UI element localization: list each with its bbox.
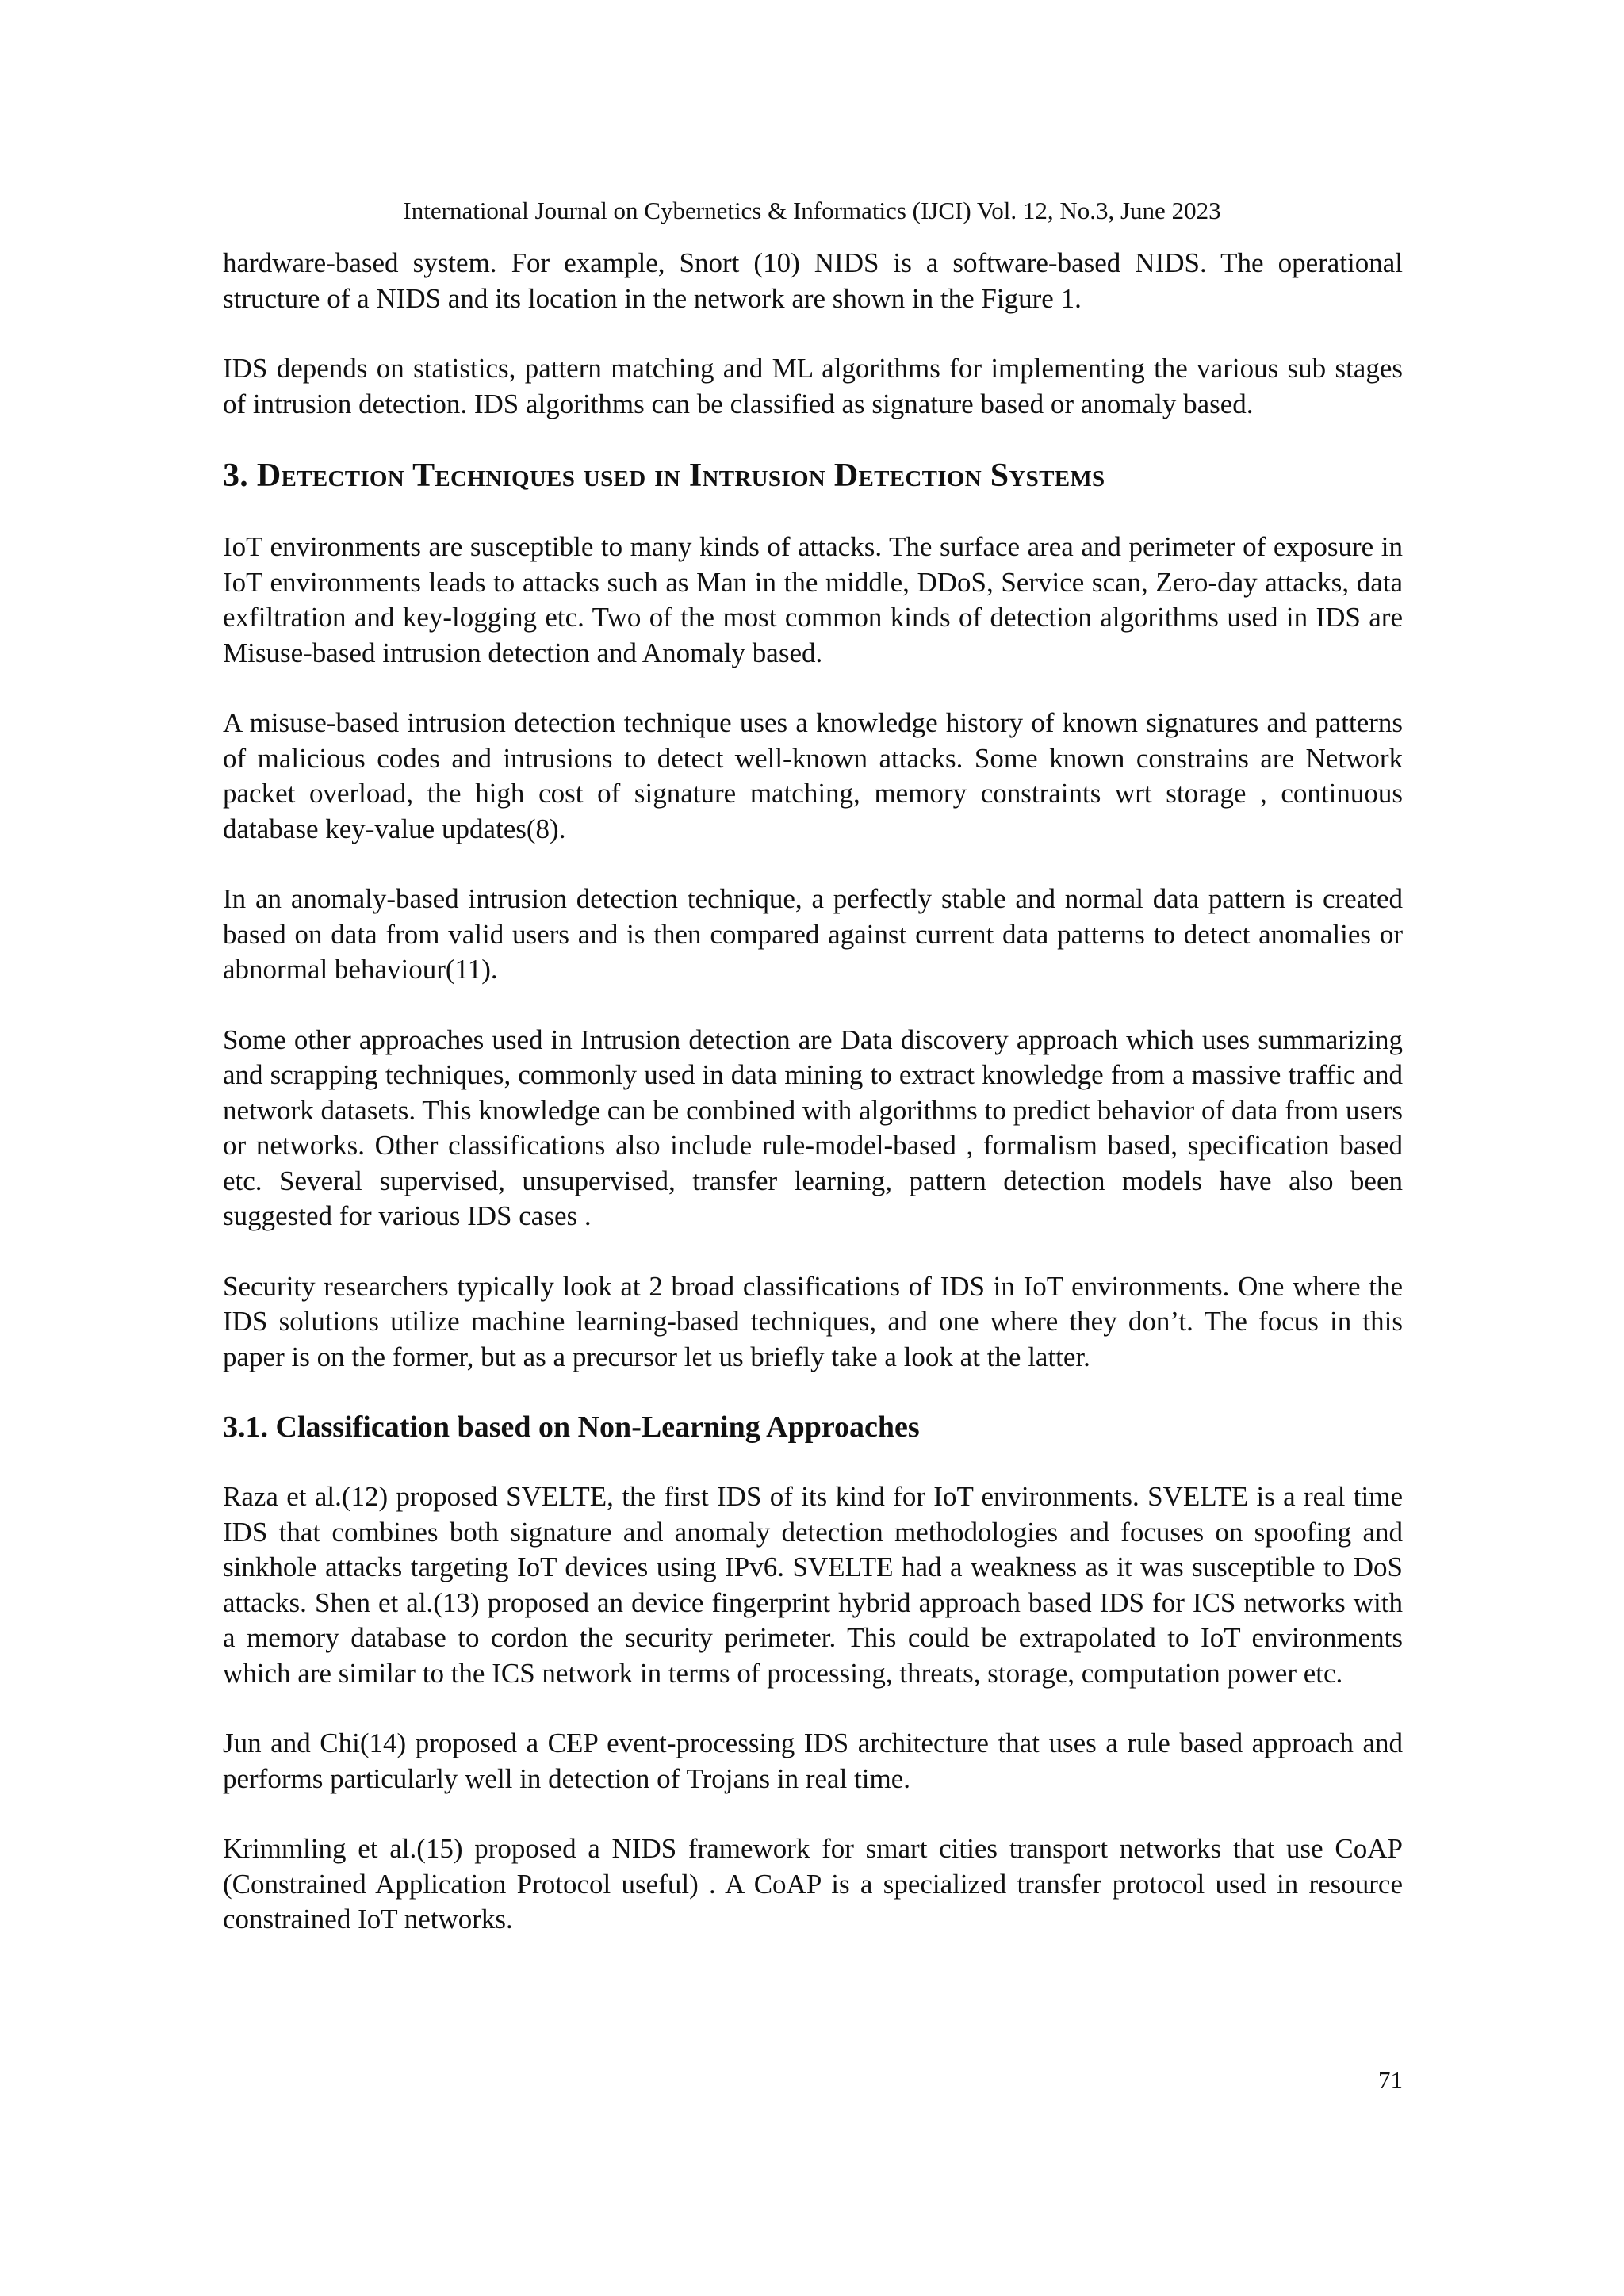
paragraph-misuse-based: A misuse-based intrusion detection technique uses a knowledge history of known signatures and patterns of malicious codes and intrusions to detect well-known attacks. Some known constrains are Network packet overload, the high cost of signature matching, memory constraints wrt storage , continuous database key-value updates(8). bbox=[223, 707, 1403, 844]
paragraph-security-researchers: Security researchers typically look at 2 broad classifications of IDS in IoT environments. One where the IDS solutions utilize machine learning-based techniques, and one where they don’t. The focus in this paper is on the former, but as a precursor let us briefly take a look at the latter. bbox=[223, 1270, 1403, 1372]
paragraph-anomaly-based: In an anomaly-based intrusion detection technique, a perfectly stable and normal data pattern is created based on data from valid users and is then compared against current data patterns to detect anomalies or abnormal behaviour(11). bbox=[223, 883, 1403, 985]
section-3-heading: 3. Detection Techniques used in Intrusion Detection Systems bbox=[223, 457, 1105, 494]
page-number: 71 bbox=[1378, 2066, 1403, 2094]
paragraph-hardware-based: hardware-based system. For example, Snort (10) NIDS is a software-based NIDS. The operational structure of a NIDS and its location in the network are shown in the Figure 1. bbox=[223, 247, 1403, 314]
paragraph-iot-environments: IoT environments are susceptible to many kinds of attacks. The surface area and perimeter of exposure in IoT environments leads to attacks such as Man in the middle, DDoS, Service scan, Zero-day attacks, data exfiltration and key-logging etc. Two of the most common kinds of detection algorithms used in IDS are Misuse-based intrusion detection and Anomaly based. bbox=[223, 531, 1403, 668]
running-header: International Journal on Cybernetics & Informatics (IJCI) Vol. 12, No.3, June 2023 bbox=[403, 197, 1221, 224]
body-text bbox=[223, 246, 1403, 1938]
paragraph-other-approaches: Some other approaches used in Intrusion detection are Data discovery approach which uses summarizing and scrapping techniques, commonly used in data mining to extract knowledge from a massive traffic and network datasets. This knowledge can be combined with algorithms to predict behavior of data from users or networks. Other classifications also include rule-model-based , formalism based, specification based etc. Several supervised, unsupervised, transfer learning, pattern detection models have also been suggested for various IDS cases . bbox=[223, 1024, 1403, 1231]
section-3-1-heading: 3.1. Classification based on Non-Learning Approaches bbox=[223, 1410, 920, 1444]
paragraph-ids-depends: IDS depends on statistics, pattern matching and ML algorithms for implementing the various sub stages of intrusion detection. IDS algorithms can be classified as signature based or anomaly based. bbox=[223, 353, 1403, 419]
paragraph-raza-svelte: Raza et al.(12) proposed SVELTE, the first IDS of its kind for IoT environments. SVELTE is a real time IDS that combines both signature and anomaly detection methodologies and focuses on spoofing and sinkhole attacks targeting IoT devices using IPv6. SVELTE had a weakness as it was susceptible to DoS attacks. Shen et al.(13) proposed an device fingerprint hybrid approach based IDS for ICS networks with a memory database to cordon the security perimeter. This could be extrapolated to IoT environments which are similar to the ICS network in terms of processing, threats, storage, computation power etc. bbox=[223, 1481, 1403, 1689]
paragraph-krimmling: Krimmling et al.(15) proposed a NIDS framework for smart cities transport networks that use CoAP (Constrained Application Protocol useful) . A CoAP is a specialized transfer protocol used in resource constrained IoT networks. bbox=[223, 1833, 1403, 1934]
paragraph-jun-chi: Jun and Chi(14) proposed a CEP event-processing IDS architecture that uses a rule based approach and performs particularly well in detection of Trojans in real time. bbox=[223, 1728, 1403, 1794]
